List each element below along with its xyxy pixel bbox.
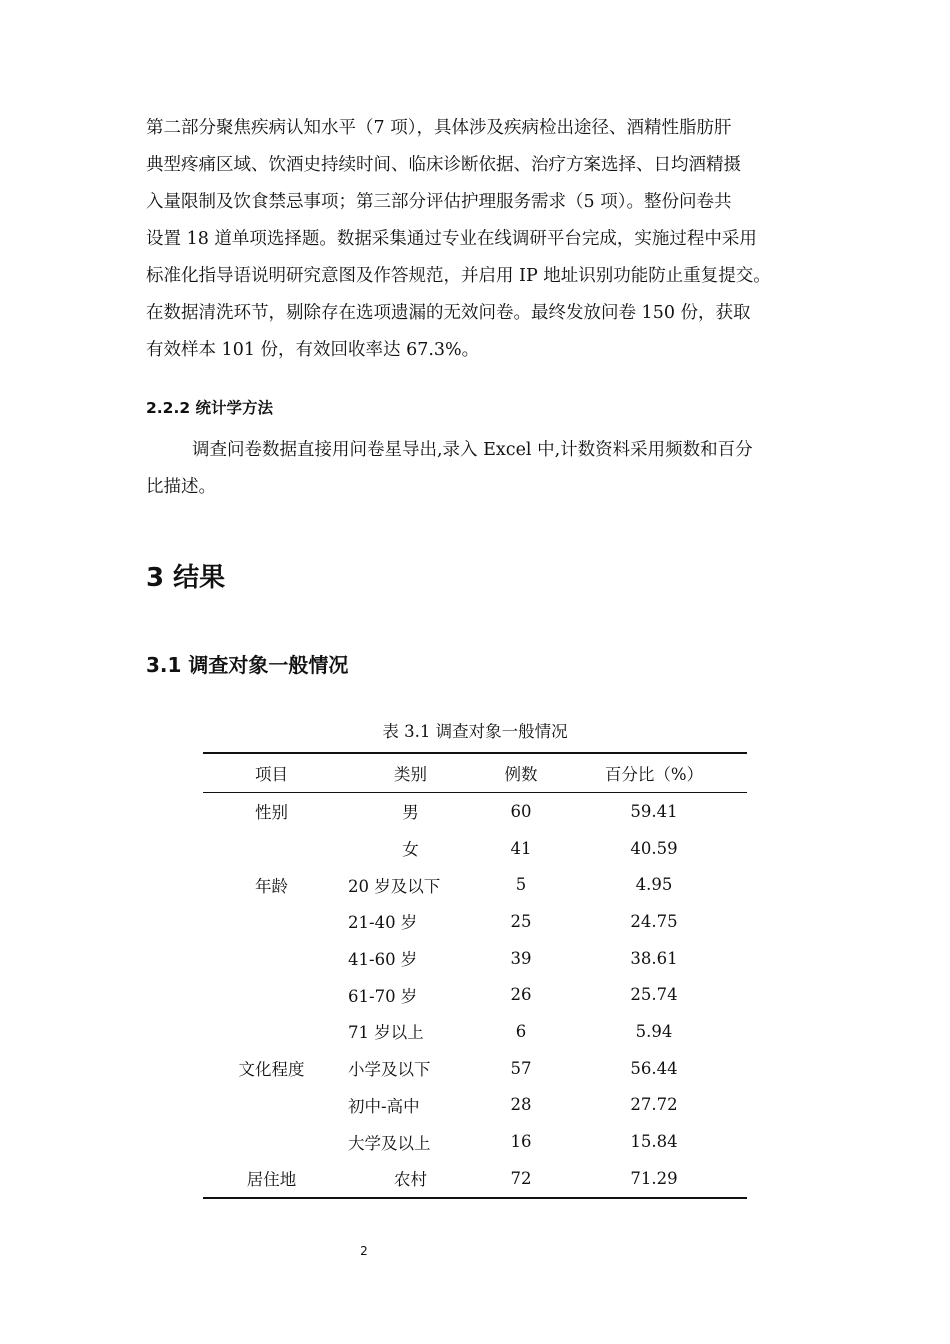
cell-percent: 15.84 bbox=[630, 1132, 678, 1152]
cell-category: 女 bbox=[402, 840, 419, 860]
text-line: 调查问卷数据直接用问卷星导出,录入 Excel 中,计数资料采用频数和百分 bbox=[192, 440, 753, 460]
cell-item: 年龄 bbox=[255, 876, 288, 896]
cell-percent: 5.94 bbox=[635, 1021, 673, 1041]
cell-category: 农村 bbox=[394, 1170, 427, 1190]
page-number: 2 bbox=[360, 1244, 368, 1258]
cell-item bbox=[203, 903, 340, 940]
table-caption: 表 3.1 调查对象一般情况 bbox=[382, 722, 568, 741]
table-header-row bbox=[203, 753, 747, 793]
column-header-item: 项目 bbox=[255, 765, 288, 784]
text-line: 设置 18 道单项选择题。数据采集通过专业在线调研平台完成，实施过程中采用 bbox=[146, 229, 757, 249]
table-row bbox=[203, 1160, 747, 1198]
table-row bbox=[203, 1123, 747, 1160]
cell-count: 41 bbox=[510, 838, 532, 858]
cell-category: 71 岁以上 bbox=[348, 1023, 424, 1043]
column-header-category: 类别 bbox=[394, 765, 427, 784]
heading-statistics-method: 2.2.2 统计学方法 bbox=[146, 399, 274, 417]
table-row bbox=[203, 940, 747, 977]
text-line: 在数据清洗环节，剔除存在选项遗漏的无效问卷。最终发放问卷 150 份，获取 bbox=[146, 303, 751, 323]
cell-percent: 25.74 bbox=[630, 985, 678, 1005]
text-line: 第二部分聚焦疾病认知水平（7 项），具体涉及疾病检出途径、酒精性脂肪肝 bbox=[146, 118, 732, 138]
cell-count: 6 bbox=[515, 1021, 527, 1041]
cell-percent: 59.41 bbox=[630, 801, 678, 821]
cell-item bbox=[203, 830, 340, 867]
table-row bbox=[203, 1013, 747, 1050]
cell-category: 大学及以上 bbox=[348, 1133, 431, 1153]
cell-item bbox=[203, 1013, 340, 1050]
cell-percent: 27.72 bbox=[630, 1095, 678, 1115]
cell-item bbox=[203, 976, 340, 1013]
text-line: 入量限制及饮食禁忌事项；第三部分评估护理服务需求（5 项）。整份问卷共 bbox=[146, 192, 732, 212]
text-line: 标准化指导语说明研究意图及作答规范，并启用 IP 地址识别功能防止重复提交。 bbox=[146, 266, 771, 286]
heading-general-info: 3.1 调查对象一般情况 bbox=[146, 653, 349, 677]
cell-category: 男 bbox=[402, 803, 419, 823]
table-row bbox=[203, 1087, 747, 1124]
cell-count: 26 bbox=[510, 985, 532, 1005]
cell-percent: 4.95 bbox=[635, 875, 673, 895]
cell-category: 41-60 岁 bbox=[348, 950, 418, 970]
table-row bbox=[203, 976, 747, 1013]
table-row bbox=[203, 866, 747, 903]
cell-count: 39 bbox=[510, 948, 532, 968]
table-row bbox=[203, 1050, 747, 1087]
cell-item: 性别 bbox=[255, 803, 288, 823]
cell-category: 初中-高中 bbox=[348, 1096, 420, 1116]
text-line: 有效样本 101 份，有效回收率达 67.3%。 bbox=[146, 340, 480, 360]
table-container bbox=[203, 752, 747, 1199]
cell-category: 小学及以下 bbox=[348, 1060, 431, 1080]
cell-percent: 24.75 bbox=[630, 911, 678, 931]
table-row bbox=[203, 793, 747, 830]
cell-item: 居住地 bbox=[246, 1170, 297, 1190]
cell-count: 57 bbox=[510, 1058, 532, 1078]
cell-category: 21-40 岁 bbox=[348, 913, 418, 933]
heading-results: 3 结果 bbox=[146, 563, 226, 593]
cell-percent: 56.44 bbox=[630, 1058, 678, 1078]
cell-category: 61-70 岁 bbox=[348, 986, 418, 1006]
column-header-percent: 百分比（%） bbox=[604, 765, 704, 784]
cell-item bbox=[203, 1123, 340, 1160]
cell-item bbox=[203, 940, 340, 977]
cell-category: 20 岁及以下 bbox=[348, 876, 441, 896]
cell-count: 60 bbox=[510, 801, 532, 821]
cell-count: 25 bbox=[510, 911, 532, 931]
general-info-table bbox=[203, 752, 747, 1199]
paragraph-statistics bbox=[146, 432, 806, 506]
paragraph-questionnaire bbox=[146, 110, 806, 369]
cell-item bbox=[203, 1087, 340, 1124]
cell-count: 5 bbox=[515, 875, 527, 895]
table-row bbox=[203, 830, 747, 867]
cell-item: 文化程度 bbox=[238, 1060, 305, 1080]
text-line: 典型疼痛区域、饮酒史持续时间、临床诊断依据、治疗方案选择、日均酒精摄 bbox=[146, 155, 741, 175]
cell-count: 72 bbox=[510, 1168, 532, 1188]
table-row bbox=[203, 903, 747, 940]
text-line: 比描述。 bbox=[146, 477, 216, 497]
cell-percent: 40.59 bbox=[630, 838, 678, 858]
column-header-count: 例数 bbox=[504, 765, 538, 784]
cell-percent: 71.29 bbox=[630, 1168, 678, 1188]
cell-count: 16 bbox=[510, 1132, 532, 1152]
cell-percent: 38.61 bbox=[630, 948, 678, 968]
cell-count: 28 bbox=[510, 1095, 532, 1115]
